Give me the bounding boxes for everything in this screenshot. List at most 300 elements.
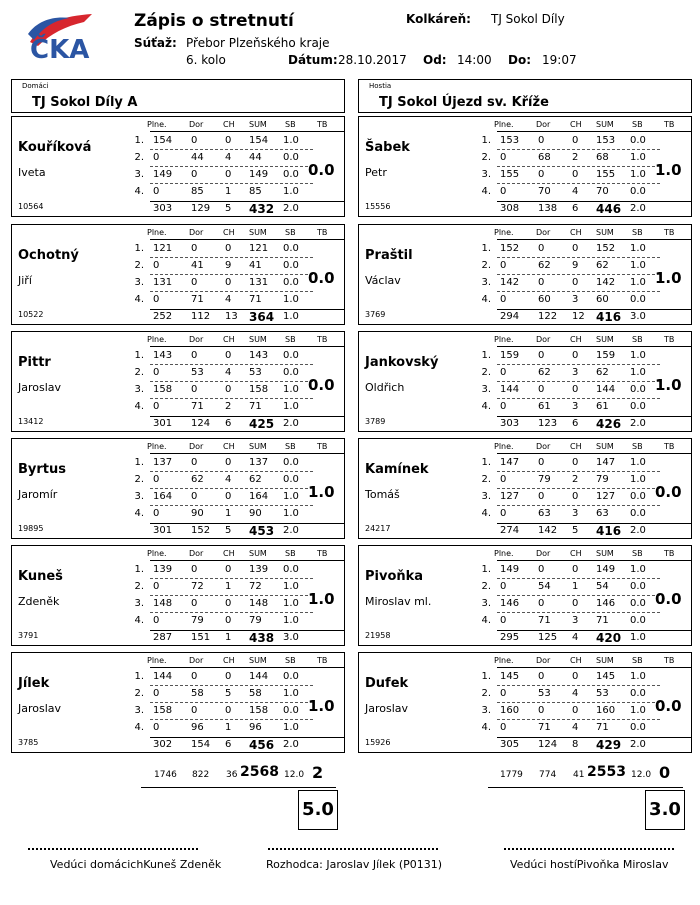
cell-dor: 0: [538, 457, 545, 468]
cell-ch: 0: [225, 598, 232, 609]
player-first-name: Zdeněk: [18, 595, 60, 608]
column-header-dor: Dor: [189, 442, 204, 451]
lane-number: 2.: [481, 688, 491, 699]
column-header-ch: CH: [570, 335, 582, 344]
player-registration-number: 13412: [18, 417, 44, 426]
cell-plne: 121: [153, 243, 173, 254]
cell-sum: 164: [249, 491, 269, 502]
throw-row: [12, 720, 346, 737]
total-sum: 456: [249, 738, 275, 752]
cell-plne: 0: [500, 581, 507, 592]
column-header-ch: CH: [223, 228, 235, 237]
cell-sum: 148: [249, 598, 269, 609]
cell-sb: 0.0: [283, 671, 299, 682]
total-plne: 303: [500, 418, 520, 429]
lane-number: 3.: [134, 705, 144, 716]
lane-number: 1.: [481, 564, 491, 575]
lane-number: 1.: [134, 564, 144, 575]
throw-row: [12, 292, 346, 309]
throw-row: [12, 184, 346, 201]
header-underline: [150, 560, 344, 561]
cell-sum: 90: [249, 508, 262, 519]
cell-dor: 41: [191, 260, 204, 271]
cell-sb: 0.0: [630, 508, 646, 519]
lane-number: 3.: [134, 277, 144, 288]
cell-dor: 0: [191, 491, 198, 502]
cell-sum: 62: [249, 474, 262, 485]
total-ch: 1: [225, 632, 232, 643]
throw-row: [12, 472, 346, 489]
total-plne: 301: [153, 525, 173, 536]
cell-ch: 4: [572, 722, 579, 733]
total-sb: 2.0: [283, 739, 299, 750]
lane-number: 3.: [134, 598, 144, 609]
cell-plne: 0: [153, 508, 160, 519]
column-header-ch: CH: [570, 120, 582, 129]
lane-number: 1.: [481, 457, 491, 468]
lane-number: 1.: [134, 457, 144, 468]
away-player-box: [358, 652, 692, 753]
total-dor: 142: [538, 525, 558, 536]
throw-row: [12, 382, 346, 399]
kolkaren-label: Kolkáreň:: [406, 12, 471, 26]
cell-plne: 164: [153, 491, 173, 502]
cell-ch: 1: [225, 722, 232, 733]
away-total-sb: 12.0: [631, 770, 652, 780]
total-dor: 129: [191, 203, 211, 214]
cell-sb: 1.0: [630, 152, 646, 163]
cell-dor: 0: [538, 384, 545, 395]
away-total-sum: 2553: [587, 764, 626, 780]
cell-sum: 79: [249, 615, 262, 626]
player-first-name: Iveta: [18, 166, 46, 179]
throw-row: [359, 455, 693, 472]
throw-row: [12, 669, 346, 686]
home-player-box: [11, 545, 345, 646]
cell-sb: 1.0: [283, 186, 299, 197]
cell-sum: 96: [249, 722, 262, 733]
cell-plne: 145: [500, 671, 520, 682]
cell-sb: 1.0: [630, 243, 646, 254]
cell-dor: 0: [191, 350, 198, 361]
column-header-tb: TB: [317, 120, 328, 129]
cell-sb: 0.0: [283, 367, 299, 378]
column-header-ch: CH: [570, 656, 582, 665]
total-sb: 2.0: [283, 418, 299, 429]
cka-logo: [24, 12, 96, 62]
lane-number: 1.: [134, 350, 144, 361]
lane-number: 1.: [481, 671, 491, 682]
total-plne: 294: [500, 311, 520, 322]
column-header-plne: Plne.: [147, 228, 167, 237]
cell-sum: 68: [596, 152, 609, 163]
cell-plne: 158: [153, 384, 173, 395]
cell-sum: 71: [249, 294, 262, 305]
cell-plne: 0: [153, 474, 160, 485]
cell-ch: 0: [225, 564, 232, 575]
total-sum: 364: [249, 310, 275, 324]
column-header-sb: SB: [285, 442, 296, 451]
player-first-name: Jaroslav: [365, 702, 409, 715]
cell-plne: 0: [153, 581, 160, 592]
column-header-tb: TB: [317, 228, 328, 237]
lane-number: 4.: [481, 401, 491, 412]
player-team-point: 0.0: [655, 483, 682, 501]
sum-line: [497, 737, 691, 738]
column-header-sum: SUM: [596, 656, 614, 665]
column-header-ch: CH: [223, 120, 235, 129]
cell-ch: 0: [225, 243, 232, 254]
lane-number: 2.: [134, 260, 144, 271]
home-leader-name: Kuneš Zdeněk: [143, 858, 222, 871]
cell-plne: 127: [500, 491, 520, 502]
lane-number: 4.: [134, 615, 144, 626]
lane-number: 3.: [134, 169, 144, 180]
column-header-ch: CH: [570, 549, 582, 558]
cell-plne: 153: [500, 135, 520, 146]
cell-sum: 54: [596, 581, 609, 592]
sum-line: [497, 309, 691, 310]
player-registration-number: 10564: [18, 202, 44, 211]
column-header-tb: TB: [664, 442, 675, 451]
cell-sum: 153: [596, 135, 616, 146]
cell-sum: 139: [249, 564, 269, 575]
lane-number: 3.: [481, 384, 491, 395]
cell-dor: 53: [191, 367, 204, 378]
sutaz-label: Súťaž:: [134, 36, 177, 50]
cell-sum: 53: [249, 367, 262, 378]
throw-row: [359, 258, 693, 275]
lane-number: 3.: [481, 169, 491, 180]
cell-sb: 0.0: [283, 277, 299, 288]
cell-ch: 0: [572, 457, 579, 468]
cell-ch: 0: [225, 384, 232, 395]
player-team-point: 0.0: [655, 590, 682, 608]
column-header-plne: Plne.: [147, 549, 167, 558]
cell-ch: 1: [225, 581, 232, 592]
throw-row: [359, 241, 693, 258]
player-registration-number: 21958: [365, 631, 391, 640]
cell-sb: 0.0: [630, 688, 646, 699]
lane-number: 2.: [134, 688, 144, 699]
cell-sb: 1.0: [283, 135, 299, 146]
player-registration-number: 3785: [18, 738, 39, 747]
cell-dor: 62: [191, 474, 204, 485]
player-team-point: 1.0: [655, 376, 682, 394]
lane-number: 2.: [481, 367, 491, 378]
cell-ch: 1: [225, 186, 232, 197]
away-leader-label: Vedúci hostí: [510, 858, 577, 871]
total-sb: 3.0: [630, 311, 646, 322]
throw-row: [359, 184, 693, 201]
total-ch: 6: [572, 203, 579, 214]
cell-plne: 0: [153, 260, 160, 271]
cell-dor: 0: [538, 135, 545, 146]
cell-dor: 0: [538, 243, 545, 254]
cell-ch: 0: [572, 491, 579, 502]
lane-number: 2.: [481, 260, 491, 271]
lane-number: 4.: [134, 186, 144, 197]
lane-number: 4.: [481, 722, 491, 733]
cell-dor: 71: [191, 294, 204, 305]
cell-sb: 1.0: [630, 169, 646, 180]
home-leader-label: Vedúci domácich: [50, 858, 144, 871]
total-ch: 5: [572, 525, 579, 536]
column-header-sum: SUM: [249, 228, 267, 237]
throw-row: [12, 489, 346, 506]
cell-sb: 1.0: [283, 294, 299, 305]
cell-sum: 146: [596, 598, 616, 609]
player-first-name: Jaroslav: [18, 702, 62, 715]
cell-sb: 0.0: [630, 186, 646, 197]
throw-row: [359, 669, 693, 686]
lane-number: 1.: [481, 135, 491, 146]
cell-sum: 61: [596, 401, 609, 412]
home-total-dor: 822: [192, 770, 210, 780]
player-surname: Jankovský: [365, 355, 439, 370]
cell-sum: 127: [596, 491, 616, 502]
cell-plne: 152: [500, 243, 520, 254]
player-surname: Byrtus: [18, 462, 67, 477]
cell-sb: 1.0: [283, 508, 299, 519]
cell-sum: 72: [249, 581, 262, 592]
cell-sb: 0.0: [283, 457, 299, 468]
cell-plne: 0: [153, 401, 160, 412]
cell-dor: 0: [191, 384, 198, 395]
column-header-ch: CH: [570, 228, 582, 237]
player-registration-number: 3769: [365, 310, 386, 319]
column-header-sb: SB: [632, 656, 643, 665]
home-player-box: [11, 331, 345, 432]
player-team-point: 1.0: [655, 161, 682, 179]
sum-line: [497, 416, 691, 417]
column-header-ch: CH: [223, 442, 235, 451]
player-team-point: 0.0: [308, 376, 335, 394]
throw-row: [359, 133, 693, 150]
cell-plne: 143: [153, 350, 173, 361]
cell-sb: 0.0: [630, 491, 646, 502]
header-underline: [150, 667, 344, 668]
cell-sb: 0.0: [283, 260, 299, 271]
cell-sb: 1.0: [630, 457, 646, 468]
total-sb: 2.0: [630, 739, 646, 750]
column-header-dor: Dor: [536, 335, 551, 344]
player-team-point: 1.0: [655, 269, 682, 287]
total-ch: 6: [225, 739, 232, 750]
cell-dor: 96: [191, 722, 204, 733]
player-first-name: Petr: [365, 166, 387, 179]
total-sb: 3.0: [283, 632, 299, 643]
cell-sum: 131: [249, 277, 269, 288]
header-underline: [150, 131, 344, 132]
column-header-dor: Dor: [536, 120, 551, 129]
column-header-sb: SB: [285, 335, 296, 344]
cell-dor: 0: [538, 598, 545, 609]
lane-number: 3.: [481, 705, 491, 716]
cell-dor: 44: [191, 152, 204, 163]
column-header-ch: CH: [223, 656, 235, 665]
lane-number: 4.: [134, 722, 144, 733]
cell-ch: 5: [225, 688, 232, 699]
cell-plne: 0: [153, 615, 160, 626]
cell-sum: 58: [249, 688, 262, 699]
throw-row: [359, 472, 693, 489]
cell-plne: 131: [153, 277, 173, 288]
cell-dor: 79: [191, 615, 204, 626]
header-underline: [497, 453, 691, 454]
sum-line: [150, 737, 344, 738]
referee-label: Rozhodca:: [266, 858, 323, 871]
cell-dor: 71: [191, 401, 204, 412]
away-player-box: [358, 331, 692, 432]
cell-sb: 0.0: [630, 615, 646, 626]
cell-dor: 53: [538, 688, 551, 699]
column-header-plne: Plne.: [494, 549, 514, 558]
column-header-sb: SB: [285, 120, 296, 129]
cell-plne: 0: [500, 615, 507, 626]
column-header-tb: TB: [664, 656, 675, 665]
away-total-plne: 1779: [500, 770, 523, 780]
total-sum: 426: [596, 417, 622, 431]
date-value: 28.10.2017: [338, 53, 407, 67]
header-underline: [150, 239, 344, 240]
total-plne: 287: [153, 632, 173, 643]
cell-plne: 0: [500, 474, 507, 485]
home-total-sb: 12.0: [284, 770, 305, 780]
home-total-plne: 1746: [154, 770, 177, 780]
lane-number: 4.: [481, 508, 491, 519]
cell-dor: 0: [191, 277, 198, 288]
cell-sb: 0.0: [283, 705, 299, 716]
away-team-name: TJ Sokol Újezd sv. Kříže: [379, 95, 549, 110]
player-registration-number: 15926: [365, 738, 391, 747]
cell-sum: 144: [596, 384, 616, 395]
home-signature-line: [28, 848, 198, 850]
start-value: 14:00: [457, 53, 492, 67]
player-team-point: 0.0: [308, 269, 335, 287]
total-plne: 302: [153, 739, 173, 750]
cell-plne: 142: [500, 277, 520, 288]
cell-plne: 160: [500, 705, 520, 716]
cell-ch: 0: [225, 705, 232, 716]
player-surname: Pittr: [18, 355, 51, 370]
cell-dor: 0: [191, 705, 198, 716]
cell-sb: 0.0: [630, 581, 646, 592]
cell-sum: 158: [249, 705, 269, 716]
cell-ch: 0: [572, 135, 579, 146]
column-header-sum: SUM: [596, 120, 614, 129]
referee-signature: [266, 858, 442, 871]
cell-sb: 0.0: [630, 722, 646, 733]
cell-dor: 0: [191, 564, 198, 575]
total-sum: 446: [596, 202, 622, 216]
total-plne: 308: [500, 203, 520, 214]
total-dor: 138: [538, 203, 558, 214]
cell-sb: 1.0: [630, 564, 646, 575]
column-header-sum: SUM: [249, 335, 267, 344]
player-surname: Praštil: [365, 248, 413, 263]
cell-plne: 149: [500, 564, 520, 575]
column-header-dor: Dor: [536, 549, 551, 558]
total-ch: 5: [225, 525, 232, 536]
player-first-name: Oldřich: [365, 381, 405, 394]
cell-sb: 1.0: [283, 401, 299, 412]
throw-row: [359, 703, 693, 720]
cell-sb: 1.0: [283, 598, 299, 609]
column-header-tb: TB: [664, 549, 675, 558]
throw-row: [12, 275, 346, 292]
cell-ch: 3: [572, 367, 579, 378]
round-label: 6. kolo: [186, 53, 226, 67]
total-ch: 6: [225, 418, 232, 429]
cell-ch: 3: [572, 294, 579, 305]
away-player-box: [358, 545, 692, 646]
referee-name: Jaroslav Jílek (P0131): [326, 858, 443, 871]
cell-ch: 9: [572, 260, 579, 271]
cell-plne: 146: [500, 598, 520, 609]
total-plne: 305: [500, 739, 520, 750]
away-player-box: [358, 116, 692, 217]
player-first-name: Jaroslav: [18, 381, 62, 394]
cell-dor: 0: [191, 457, 198, 468]
cell-sb: 1.0: [283, 491, 299, 502]
cell-dor: 0: [538, 705, 545, 716]
cell-sum: 60: [596, 294, 609, 305]
column-header-dor: Dor: [536, 442, 551, 451]
sum-line: [150, 523, 344, 524]
column-header-tb: TB: [664, 228, 675, 237]
player-surname: Dufek: [365, 676, 409, 691]
lane-number: 2.: [134, 474, 144, 485]
column-header-plne: Plne.: [147, 335, 167, 344]
cell-plne: 0: [153, 152, 160, 163]
cell-plne: 0: [153, 186, 160, 197]
total-sb: 2.0: [630, 203, 646, 214]
cell-sum: 62: [596, 260, 609, 271]
cell-plne: 0: [500, 186, 507, 197]
total-sb: 2.0: [283, 525, 299, 536]
throw-row: [12, 562, 346, 579]
column-header-plne: Plne.: [494, 335, 514, 344]
lane-number: 3.: [134, 491, 144, 502]
player-registration-number: 3789: [365, 417, 386, 426]
throw-row: [12, 150, 346, 167]
total-sb: 1.0: [630, 632, 646, 643]
cell-plne: 139: [153, 564, 173, 575]
player-team-point: 1.0: [308, 590, 335, 608]
cell-dor: 0: [538, 671, 545, 682]
cell-sum: 143: [249, 350, 269, 361]
column-header-sb: SB: [285, 549, 296, 558]
sum-line: [150, 416, 344, 417]
column-header-ch: CH: [223, 549, 235, 558]
end-value: 19:07: [542, 53, 577, 67]
player-team-point: 1.0: [308, 697, 335, 715]
sum-line: [150, 201, 344, 202]
throw-row: [12, 167, 346, 184]
cell-ch: 4: [572, 186, 579, 197]
cell-plne: 0: [153, 367, 160, 378]
cell-sb: 1.0: [630, 350, 646, 361]
throw-row: [12, 241, 346, 258]
column-header-dor: Dor: [536, 656, 551, 665]
throw-row: [359, 382, 693, 399]
cell-ch: 0: [572, 350, 579, 361]
cell-sb: 1.0: [283, 722, 299, 733]
cell-plne: 137: [153, 457, 173, 468]
column-header-sb: SB: [632, 228, 643, 237]
total-sum: 425: [249, 417, 275, 431]
